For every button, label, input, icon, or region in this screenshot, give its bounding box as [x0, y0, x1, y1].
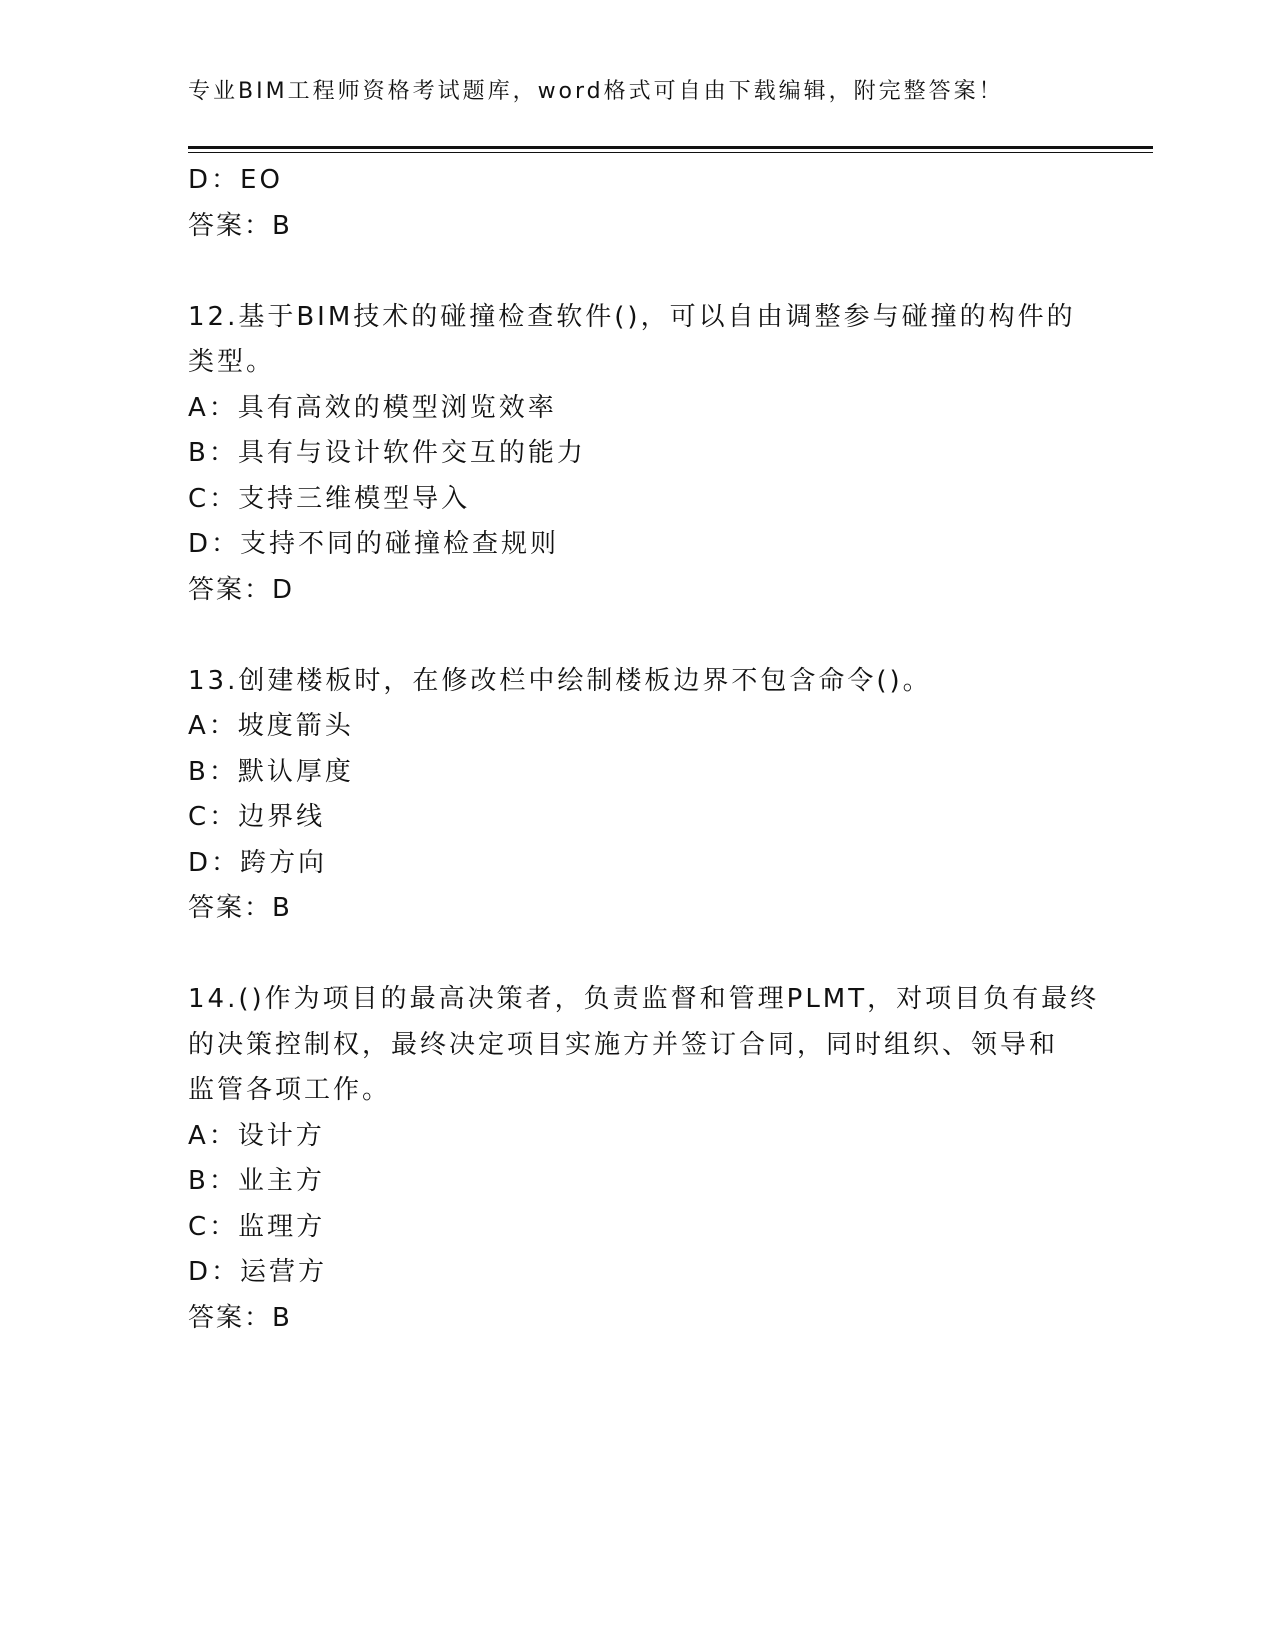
question-13-option-c: C：边界线	[188, 802, 326, 832]
question-12-option-b: B：具有与设计软件交互的能力	[188, 438, 586, 468]
header-rule-thin	[188, 152, 1153, 153]
question-12-line-1: 12.基于BIM技术的碰撞检查软件()，可以自由调整参与碰撞的构件的	[188, 301, 1076, 332]
spacer	[188, 249, 1088, 295]
spacer	[188, 932, 1088, 978]
page-header: 专业BIM工程师资格考试题库，word格式可自由下载编辑，附完整答案！	[188, 79, 1004, 104]
question-14-option-d: D：运营方	[188, 1257, 328, 1287]
question-12-option-c: C：支持三维模型导入	[188, 483, 471, 514]
question-12-line-2: 类型。	[188, 347, 276, 377]
spacer	[188, 613, 1088, 659]
question-13-option-a: A：坡度箭头	[188, 711, 354, 741]
question-12-answer: 答案：D	[188, 574, 295, 605]
question-14-line-1: 14.()作为项目的最高决策者，负责监督和管理PLMT，对项目负有最终	[188, 984, 1100, 1014]
question-12	[188, 295, 1088, 614]
header-rule-thick	[188, 146, 1153, 149]
question-13	[188, 659, 1088, 932]
question-12-option-d: D：支持不同的碰撞检查规则	[188, 529, 560, 559]
question-14-option-a: A：设计方	[188, 1120, 325, 1151]
question-12-option-a: A：具有高效的模型浏览效率	[188, 392, 557, 423]
question-content	[188, 158, 1100, 1341]
question-14-option-b: B：业主方	[188, 1166, 325, 1196]
question-14	[188, 977, 1100, 1341]
question-13-option-b: B：默认厚度	[188, 756, 354, 787]
question-13-option-d: D：跨方向	[188, 847, 328, 878]
question-14-line-3: 监管各项工作。	[188, 1075, 392, 1105]
prev-option-d: D：EO	[188, 165, 283, 195]
question-14-answer: 答案：B	[188, 1302, 292, 1333]
question-14-line-2: 的决策控制权，最终决定项目实施方并签订合同，同时组织、领导和	[188, 1029, 1059, 1060]
prev-answer: 答案：B	[188, 210, 292, 241]
question-13-answer: 答案：B	[188, 893, 292, 923]
question-13-line-1: 13.创建楼板时，在修改栏中绘制楼板边界不包含命令()。	[188, 665, 932, 696]
question-14-option-c: C：监理方	[188, 1211, 326, 1242]
